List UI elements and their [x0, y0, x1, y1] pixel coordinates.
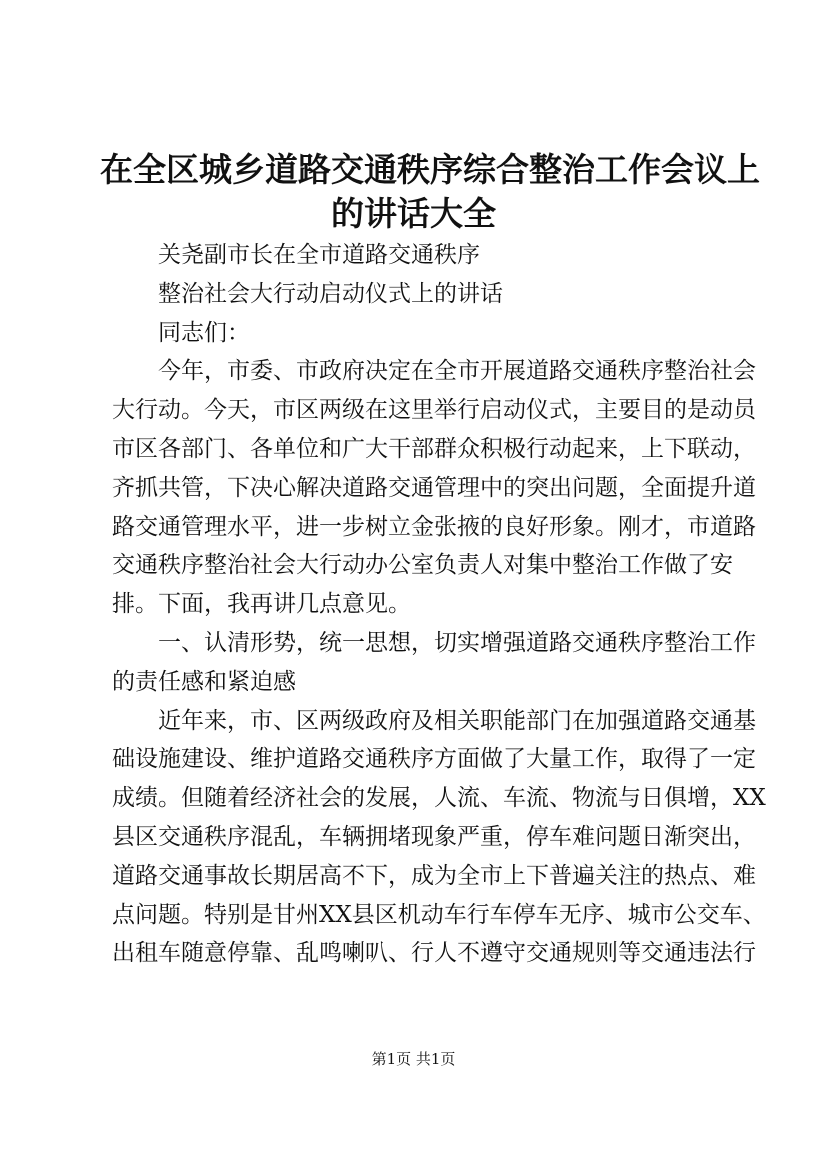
text-line: 点问题。特别是甘州XX县区机动车行车停车无序、城市公交车、 [112, 901, 766, 928]
text-line: 大行动。今天，市区两级在这里举行启动仪式，主要目的是动员 [112, 397, 756, 424]
text-line: 市区各部门、各单位和广大干部群众积极行动起来，上下联动， [112, 435, 756, 462]
text-line: 一、认清形势，统一思想，切实增强道路交通秩序整治工作 [158, 629, 756, 656]
text-line: 县区交通秩序混乱，车辆拥堵现象严重，停车难问题日渐突出， [112, 823, 756, 850]
text-line: 的责任感和紧迫感 [112, 668, 296, 695]
page-number: 第1页 共1页 [371, 1050, 456, 1068]
text-line: 同志们： [158, 319, 250, 346]
paragraph-situation [112, 702, 766, 974]
section-heading-1 [112, 624, 756, 702]
text-line: 齐抓共管，下决心解决道路交通管理中的突出问题，全面提升道 [112, 474, 756, 501]
text-line: 今年，市委、市政府决定在全市开展道路交通秩序整治社会 [158, 358, 756, 385]
speaker-line [112, 236, 724, 275]
text-line: 交通秩序整治社会大行动办公室负责人对集中整治工作做了安 [112, 552, 733, 579]
page-footer [0, 1049, 827, 1069]
text-line: 排。下面，我再讲几点意见。 [112, 591, 411, 618]
title-line-2: 的讲话大全 [331, 194, 496, 233]
text-line: 近年来，市、区两级政府及相关职能部门在加强道路交通基 [158, 707, 756, 734]
title-line-1: 在全区城乡道路交通秩序综合整治工作会议上 [100, 150, 760, 189]
text-line: 成绩。但随着经济社会的发展，人流、车流、物流与日俱增，XX [112, 785, 766, 812]
document-title [100, 148, 760, 236]
text-line: 础设施建设、维护道路交通秩序方面做了大量工作，取得了一定 [112, 746, 756, 773]
speech-occasion-line [112, 275, 724, 314]
text-line: 出租车随意停靠、乱鸣喇叭、行人不遵守交通规则等交通违法行 [112, 940, 756, 967]
paragraph-intro [112, 352, 756, 624]
salutation [112, 314, 724, 353]
text-line: 关尧副市长在全市道路交通秩序 [158, 242, 480, 268]
text-line: 整治社会大行动启动仪式上的讲话 [158, 280, 503, 307]
document-body [112, 236, 766, 973]
text-line: 道路交通事故长期居高不下，成为全市上下普遍关注的热点、难 [112, 862, 756, 889]
text-line: 路交通管理水平，进一步树立金张掖的良好形象。刚才，市道路 [112, 513, 756, 540]
